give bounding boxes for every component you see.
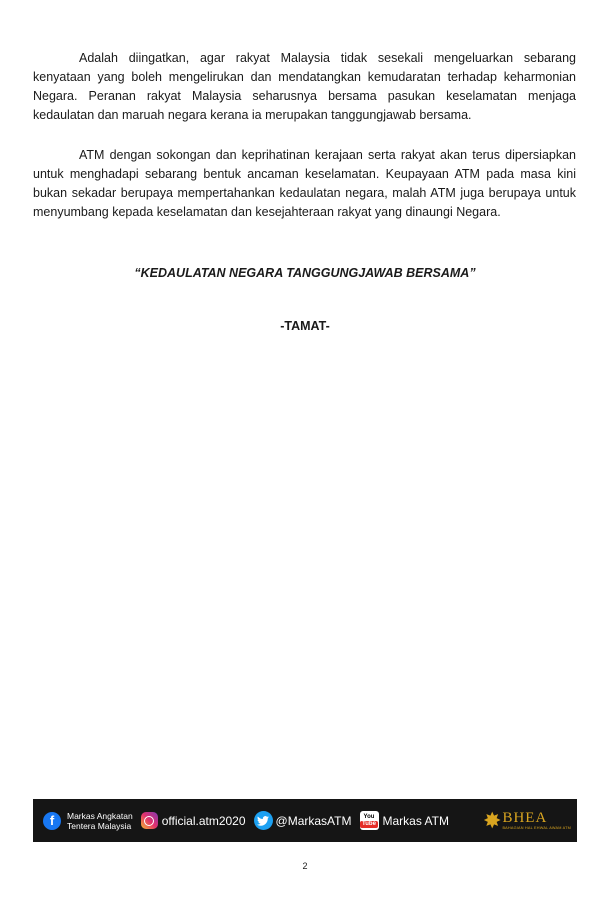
- facebook-label-line1: Markas Angkatan: [67, 810, 133, 821]
- youtube-tube-text: Tube: [362, 820, 376, 827]
- youtube-channel: Markas ATM: [382, 813, 449, 828]
- facebook-label-line2: Tentera Malaysia: [67, 820, 132, 831]
- page-number: 2: [302, 861, 308, 871]
- twitter-icon: [254, 811, 273, 830]
- social-media-footer: [33, 799, 577, 842]
- instagram-icon: [141, 812, 158, 829]
- slogan: “KEDAULATAN NEGARA TANGGUNGJAWAB BERSAMA”: [134, 266, 476, 280]
- twitter-link[interactable]: [254, 811, 352, 830]
- facebook-link[interactable]: [43, 811, 133, 831]
- twitter-handle: @MarkasATM: [275, 813, 352, 828]
- bhea-star-icon: ✸: [483, 807, 502, 833]
- facebook-label: [67, 811, 133, 831]
- facebook-icon: f: [43, 812, 61, 830]
- bhea-logo-subtitle: BAHAGIAN HAL EHWAL AWAM ATM: [502, 825, 571, 830]
- bhea-logo: [483, 807, 571, 833]
- youtube-you-text: You: [363, 813, 375, 820]
- end-marker: -TAMAT-: [280, 319, 330, 333]
- paragraph-1: Adalah diingatkan, agar rakyat Malaysia tidak sesekali mengeluarkan sebarang kenyataan yang boleh mengelirukan dan mendatangkan kemudaratan terhadap keharmonian Negara. Peranan rakyat Malaysia seharusnya bersama pasukan keselamatan menjaga kedaulatan dan maruah negara kerana ia merupakan tanggungjawab bersama.: [33, 51, 576, 122]
- paragraph-2: ATM dengan sokongan dan keprihatinan kerajaan serta rakyat akan terus dipersiapkan untuk menghadapi sebarang bentuk ancaman keselamatan. Keupayaan ATM pada masa kini bukan sekadar berupaya mempertahankan kedaulatan negara, malah ATM juga berupaya untuk menyumbang kepada keselamatan dan kesejahteraan rakyat yang dinaungi Negara.: [33, 148, 576, 219]
- instagram-link[interactable]: [141, 812, 246, 829]
- youtube-icon: [360, 811, 379, 830]
- bhea-logo-name: BHEA: [502, 809, 548, 826]
- youtube-link[interactable]: [360, 811, 449, 830]
- instagram-handle: official.atm2020: [161, 813, 246, 828]
